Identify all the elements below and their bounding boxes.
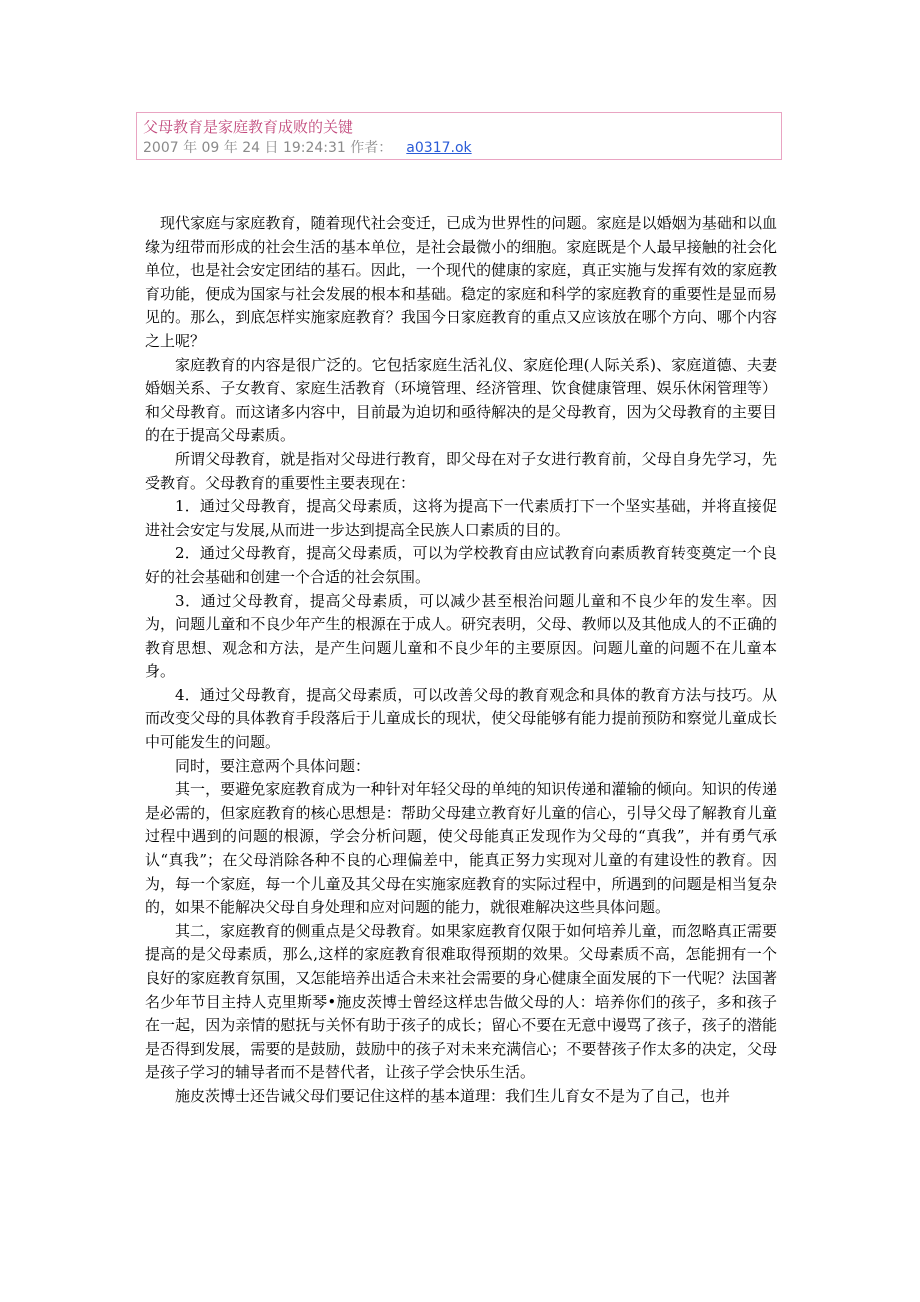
author-link[interactable]: a0317.ok [406, 140, 472, 156]
paragraph: 家庭教育的内容是很广泛的。它包括家庭生活礼仪、家庭伦理(人际关系)、家庭道德、夫妻婚姻关系、子女教育、家庭生活教育（环境管理、经济管理、饮食健康管理、娱乐休闲管理等）和父母教育。而这诸多内容中，目前最为迫切和亟待解决的是父母教育，因为父母教育的主要目的在于提高父母素质。 [145, 355, 777, 445]
article-meta [143, 137, 775, 157]
publish-info: 2007 年 09 年 24 日 19:24:31 作者： [143, 140, 393, 156]
paragraph: 其一，要避免家庭教育成为一种针对年轻父母的单纯的知识传递和灌输的倾向。知识的传递是必需的，但家庭教育的核心思想是：帮助父母建立教育好儿童的信心，引导父母了解教育儿童过程中遇到的问题的根源，学会分析问题，使父母能真正发现作为父母的“真我”，并有勇气承认“真我”；在父母消除各种不良的心理偏差中，能真正努力实现对儿童的有建设性的教育。因为，每一个家庭，每一个儿童及其父母在实施家庭教育的实际过程中，所遇到的问题是相当复杂的，如果不能解决父母自身处理和应对问题的能力，就很难解决这些具体问题。 [145, 780, 777, 917]
paragraph: 同时，要注意两个具体问题： [175, 756, 371, 775]
paragraph: 施皮茨博士还告诫父母们要记住这样的基本道理：我们生儿育女不是为了自己，也并 [175, 1086, 731, 1105]
paragraph: 1．通过父母教育，提高父母素质，这将为提高下一代素质打下一个坚实基础，并将直接促进社会安定与发展,从而进一步达到提高全民族人口素质的目的。 [145, 497, 777, 539]
paragraph: 所谓父母教育，就是指对父母进行教育，即父母在对子女进行教育前，父母自身先学习，先受教育。父母教育的重要性主要表现在： [145, 449, 777, 492]
paragraph: 其二，家庭教育的侧重点是父母教育。如果家庭教育仅限于如何培养儿童，而忽略真正需要提高的是父母素质，那么,这样的家庭教育很难取得预期的效果。父母素质不高，怎能拥有一个良好的家庭教育氛围，又怎能培养出适合未来社会需要的身心健康全面发展的下一代呢？法国著名少年节目主持人克里斯琴•施皮茨博士曾经这样忠告做父母的人：培养你们的孩子，多和孩子在一起，因为亲情的慰抚与关怀有助于孩子的成长；留心不要在无意中谩骂了孩子，孩子的潜能是否得到发展，需要的是鼓励，鼓励中的孩子对未来充满信心；不要替孩子作太多的决定，父母是孩子学习的辅导者而不是替代者，让孩子学会快乐生活。 [145, 921, 777, 1082]
paragraph: 3．通过父母教育，提高父母素质，可以减少甚至根治问题儿童和不良少年的发生率。因为，问题儿童和不良少年产生的根源在于成人。研究表明，父母、教师以及其他成人的不正确的教育思想、观念和方法，是产生问题儿童和不良少年的主要原因。问题儿童的问题不在儿童本身。 [145, 591, 777, 681]
article-header [136, 112, 782, 160]
paragraph: 2．通过父母教育，提高父母素质，可以为学校教育由应试教育向素质教育转变奠定一个良好的社会基础和创建一个合适的社会氛围。 [145, 544, 777, 586]
article-body [145, 212, 777, 1109]
article-title: 父母教育是家庭教育成败的关键 [143, 118, 354, 136]
paragraph: 现代家庭与家庭教育，随着现代社会变迁，已成为世界性的问题。家庭是以婚姻为基础和以血缘为纽带而形成的社会生活的基本单位，是社会最微小的细胞。家庭既是个人最早接触的社会化单位，也是社会安定团结的基石。因此，一个现代的健康的家庭，真正实施与发挥有效的家庭教育功能，便成为国家与社会发展的根本和基础。稳定的家庭和科学的家庭教育的重要性是显而易见的。那么，到底怎样实施家庭教育？我国今日家庭教育的重点又应该放在哪个方向、哪个内容之上呢？ [145, 214, 777, 350]
paragraph: 4．通过父母教育，提高父母素质，可以改善父母的教育观念和具体的教育方法与技巧。从而改变父母的具体教育手段落后于儿童成长的现状，使父母能够有能力提前预防和察觉儿童成长中可能发生的问题。 [145, 685, 777, 752]
